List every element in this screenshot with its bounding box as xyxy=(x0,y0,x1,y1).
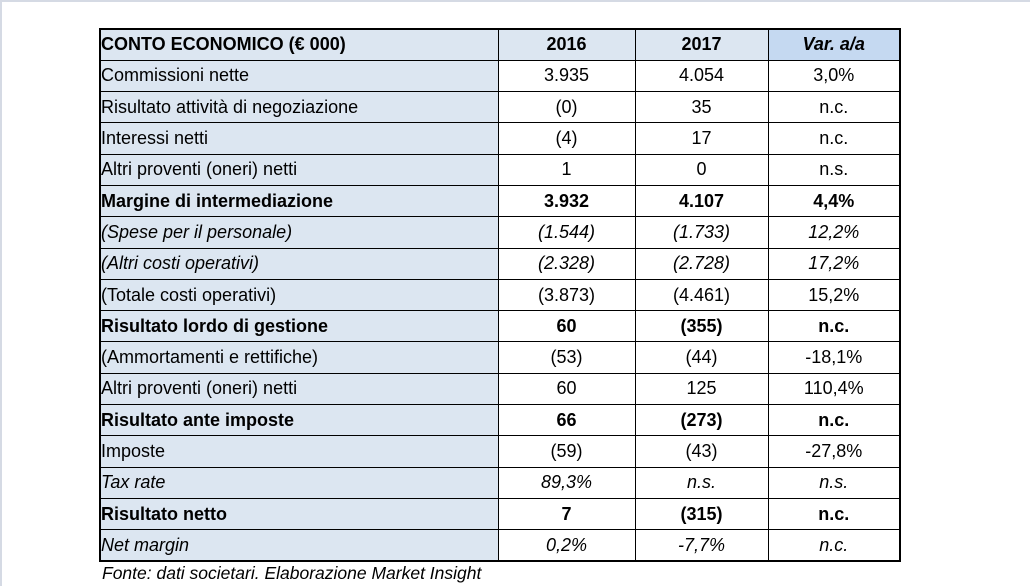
cell-label: Margine di intermediazione xyxy=(100,185,498,216)
cell-2016: 7 xyxy=(498,498,635,529)
cell-2016: (2.328) xyxy=(498,248,635,279)
table-row xyxy=(100,92,900,123)
cell-2017: (43) xyxy=(635,436,768,467)
cell-2016: (0) xyxy=(498,92,635,123)
cell-2017: 0 xyxy=(635,154,768,185)
cell-2017: n.s. xyxy=(635,467,768,498)
cell-var: 4,4% xyxy=(768,185,900,216)
source-note: Fonte: dati societari. Elaborazione Market Insight xyxy=(102,563,482,583)
column-header-2017: 2017 xyxy=(635,29,768,60)
table-row xyxy=(100,405,900,436)
cell-label: Net margin xyxy=(100,530,498,561)
cell-2016: 1 xyxy=(498,154,635,185)
cell-label: Altri proventi (oneri) netti xyxy=(100,154,498,185)
table-row xyxy=(100,60,900,91)
table-row xyxy=(100,342,900,373)
cell-var: n.c. xyxy=(768,530,900,561)
cell-var: n.c. xyxy=(768,92,900,123)
table-row xyxy=(100,373,900,404)
table-row xyxy=(100,217,900,248)
cell-2016: 66 xyxy=(498,405,635,436)
cell-var: 15,2% xyxy=(768,279,900,310)
table-row xyxy=(100,467,900,498)
cell-2016: 60 xyxy=(498,373,635,404)
cell-2017: 4.107 xyxy=(635,185,768,216)
cell-2017: 125 xyxy=(635,373,768,404)
cell-var: 17,2% xyxy=(768,248,900,279)
cell-2016: 89,3% xyxy=(498,467,635,498)
table-row xyxy=(100,123,900,154)
table-row xyxy=(100,154,900,185)
cell-2017: (44) xyxy=(635,342,768,373)
cell-2017: (1.733) xyxy=(635,217,768,248)
table-row xyxy=(100,185,900,216)
cell-var: 3,0% xyxy=(768,60,900,91)
cell-2016: (53) xyxy=(498,342,635,373)
cell-2017: (2.728) xyxy=(635,248,768,279)
cell-var: 12,2% xyxy=(768,217,900,248)
cell-2016: (4) xyxy=(498,123,635,154)
cell-2017: 17 xyxy=(635,123,768,154)
cell-var: -18,1% xyxy=(768,342,900,373)
cell-label: Commissioni nette xyxy=(100,60,498,91)
table-row xyxy=(100,248,900,279)
cell-label: Risultato ante imposte xyxy=(100,405,498,436)
cell-label: Risultato lordo di gestione xyxy=(100,311,498,342)
table-row xyxy=(100,498,900,529)
cell-var: n.s. xyxy=(768,154,900,185)
income-statement-table xyxy=(99,28,901,562)
cell-var: n.c. xyxy=(768,405,900,436)
cell-label: Altri proventi (oneri) netti xyxy=(100,373,498,404)
table-row xyxy=(100,279,900,310)
column-header-title: CONTO ECONOMICO (€ 000) xyxy=(100,29,498,60)
cell-label: (Altri costi operativi) xyxy=(100,248,498,279)
cell-2016: (59) xyxy=(498,436,635,467)
cell-2017: 4.054 xyxy=(635,60,768,91)
cell-2017: (315) xyxy=(635,498,768,529)
cell-2016: 0,2% xyxy=(498,530,635,561)
cell-label: (Spese per il personale) xyxy=(100,217,498,248)
cell-label: (Totale costi operativi) xyxy=(100,279,498,310)
cell-2016: (3.873) xyxy=(498,279,635,310)
header-row xyxy=(100,29,900,60)
column-header-2016: 2016 xyxy=(498,29,635,60)
cell-var: n.s. xyxy=(768,467,900,498)
cell-2017: -7,7% xyxy=(635,530,768,561)
cell-2017: (355) xyxy=(635,311,768,342)
cell-label: (Ammortamenti e rettifiche) xyxy=(100,342,498,373)
table-row xyxy=(100,436,900,467)
cell-label: Risultato netto xyxy=(100,498,498,529)
cell-var: n.c. xyxy=(768,498,900,529)
cell-2016: (1.544) xyxy=(498,217,635,248)
cell-2016: 3.935 xyxy=(498,60,635,91)
cell-label: Risultato attività di negoziazione xyxy=(100,92,498,123)
cell-2017: (4.461) xyxy=(635,279,768,310)
cell-2017: 35 xyxy=(635,92,768,123)
column-header-var-yoy: Var. a/a xyxy=(768,29,900,60)
cell-var: n.c. xyxy=(768,311,900,342)
cell-label: Interessi netti xyxy=(100,123,498,154)
cell-label: Tax rate xyxy=(100,467,498,498)
cell-var: -27,8% xyxy=(768,436,900,467)
cell-2017: (273) xyxy=(635,405,768,436)
income-statement-table-wrapper xyxy=(99,28,901,562)
cell-var: 110,4% xyxy=(768,373,900,404)
table-row xyxy=(100,311,900,342)
cell-2016: 3.932 xyxy=(498,185,635,216)
table-row xyxy=(100,530,900,561)
cell-label: Imposte xyxy=(100,436,498,467)
cell-var: n.c. xyxy=(768,123,900,154)
cell-2016: 60 xyxy=(498,311,635,342)
